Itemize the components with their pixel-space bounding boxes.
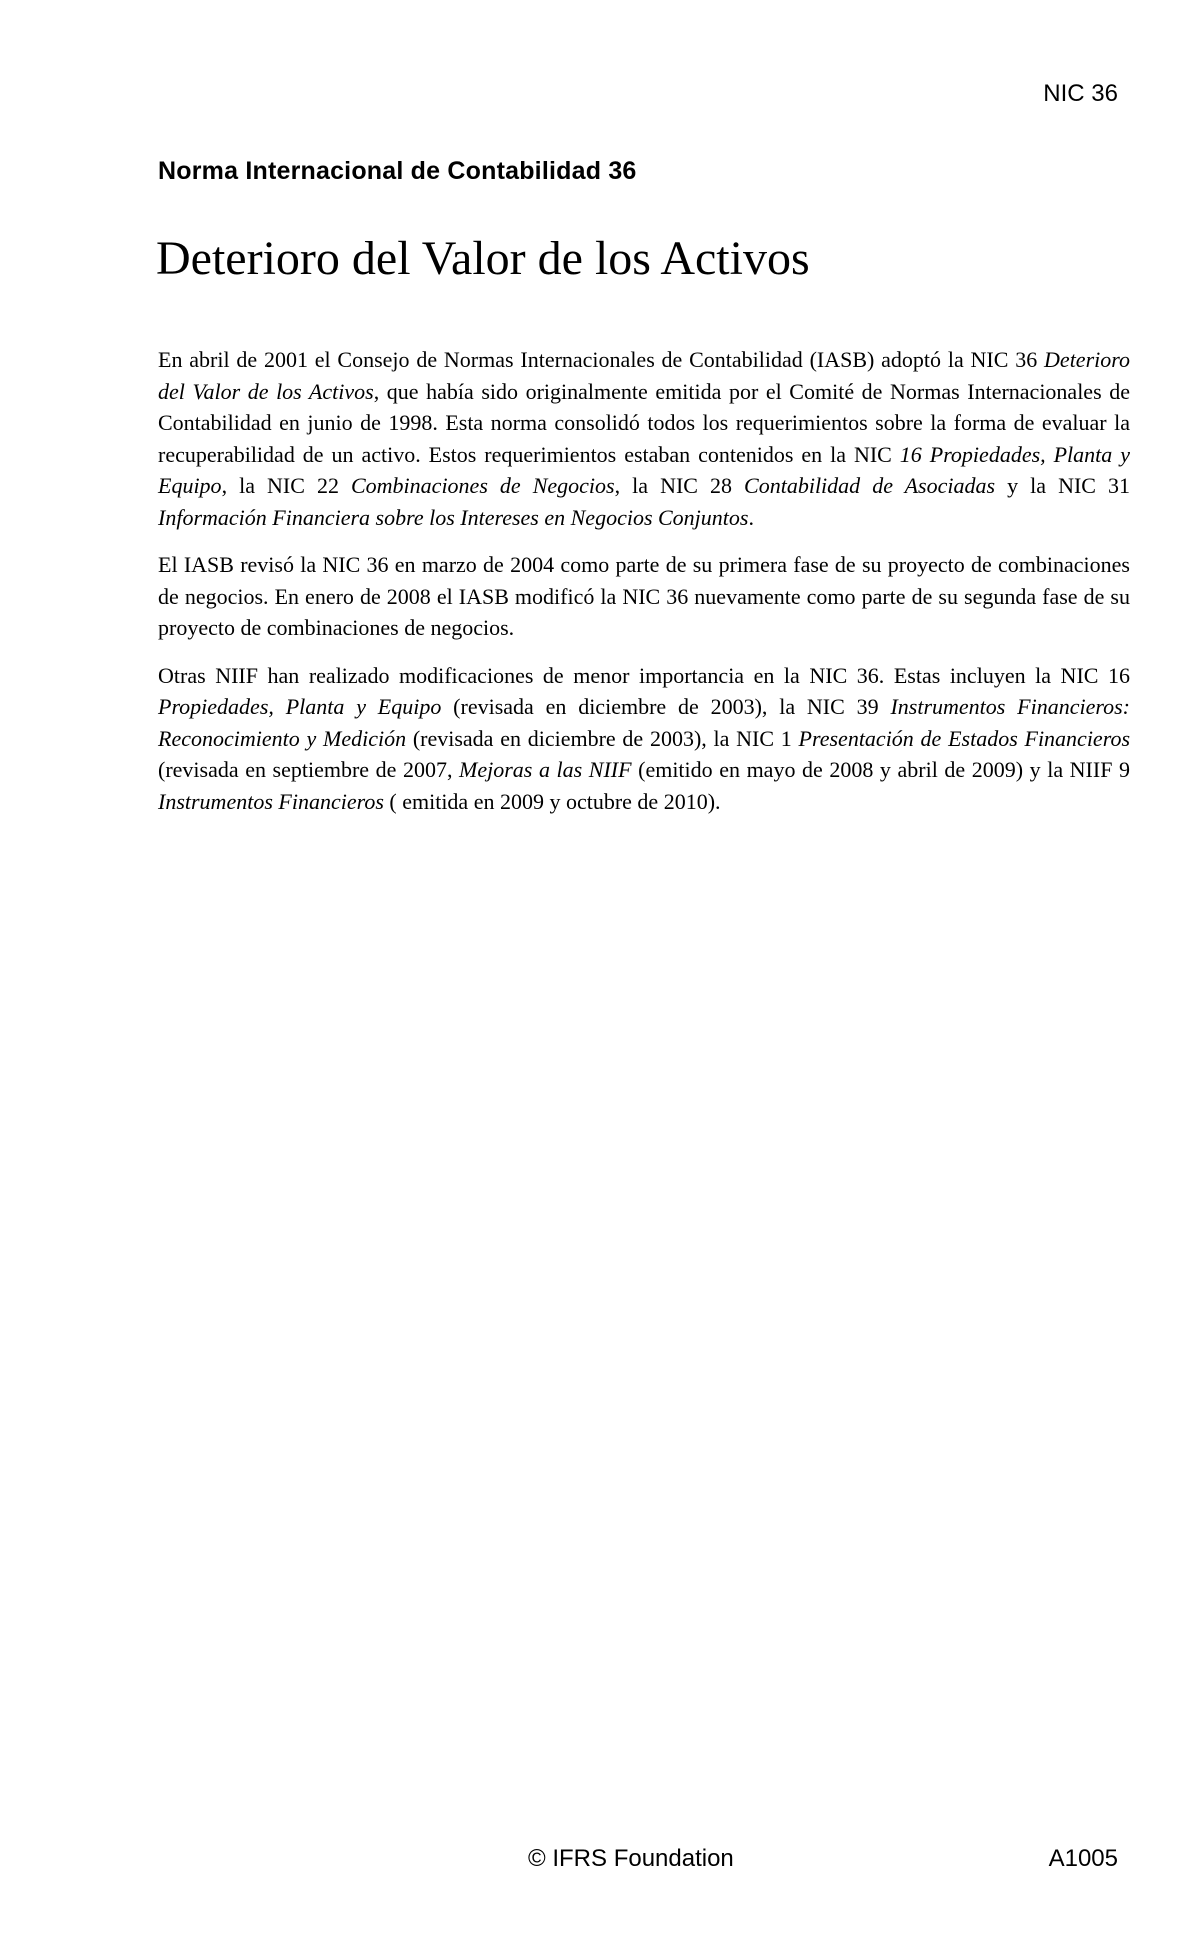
italic-reference: Mejoras a las NIIF <box>459 757 632 782</box>
paragraph-text: ( emitida en 2009 y octubre de 2010). <box>383 788 721 814</box>
paragraph-text: , la NIC 28 <box>614 473 745 498</box>
italic-reference: Combinaciones de Negocios <box>351 473 615 498</box>
body-paragraph <box>158 660 1130 818</box>
paragraph-text: (revisada en septiembre de 2007, <box>158 757 460 782</box>
italic-reference: Presentación de Estados Financieros <box>798 725 1131 751</box>
standard-label: Norma Internacional de Contabilidad 36 <box>158 157 637 185</box>
paragraph-text: , que había sido originalmente emitida por el Comité de Normas Internacionales de Contabilidad en junio de 1998. Esta norma consolidó todos los requerimientos sobre la forma de evaluar la recuperabilidad de un activo. Estos requerimientos estaban contenidos en la NIC <box>158 378 1130 467</box>
document-body <box>158 344 1130 833</box>
italic-reference: 16 Propiedades, Planta y Equipo <box>158 441 1130 498</box>
paragraph-text: y la NIC 31 <box>995 473 1130 498</box>
footer-copyright: © IFRS Foundation <box>528 1845 734 1872</box>
paragraph-text: En abril de 2001 el Consejo de Normas Internacionales de Contabilidad (IASB) adoptó la NIC 36 <box>158 347 1045 372</box>
italic-reference: Instrumentos Financieros <box>158 788 384 814</box>
body-paragraph <box>158 549 1130 644</box>
italic-reference: Instrumentos Financieros: Reconocimiento y Medición <box>158 694 1130 751</box>
footer-page-number: A1005 <box>1048 1845 1118 1872</box>
paragraph-text: (emitido en mayo de 2008 y abril de 2009) y la NIIF 9 <box>631 757 1131 782</box>
italic-reference: Deterioro del Valor de los Activos <box>158 347 1130 404</box>
standard-code-header: NIC 36 <box>1043 80 1118 107</box>
paragraph-text: (revisada en diciembre de 2003), la NIC 1 <box>406 725 799 751</box>
italic-reference: Información Financiera sobre los Intereses en Negocios Conjuntos <box>158 504 749 530</box>
paragraph-text: . <box>748 504 754 530</box>
italic-reference: Contabilidad de Asociadas <box>744 473 996 498</box>
paragraph-text: El IASB revisó la NIC 36 en marzo de 2004 como parte de su primera fase de su proyecto de combinaciones de negocios. En enero de 2008 el IASB modificó la NIC 36 nuevamente como parte de su segunda fase de su proyecto de combinaciones de negocios. <box>158 552 1130 640</box>
document-title: Deterioro del Valor de los Activos <box>156 232 810 285</box>
paragraph-text: (revisada en diciembre de 2003), la NIC 39 <box>441 694 891 719</box>
paragraph-text: , la NIC 22 <box>221 473 351 498</box>
italic-reference: Propiedades, Planta y Equipo <box>158 694 442 719</box>
paragraph-text: Otras NIIF han realizado modificaciones de menor importancia en la NIC 36. Estas incluyen la NIC 16 <box>158 662 1130 688</box>
body-paragraph <box>158 344 1130 533</box>
